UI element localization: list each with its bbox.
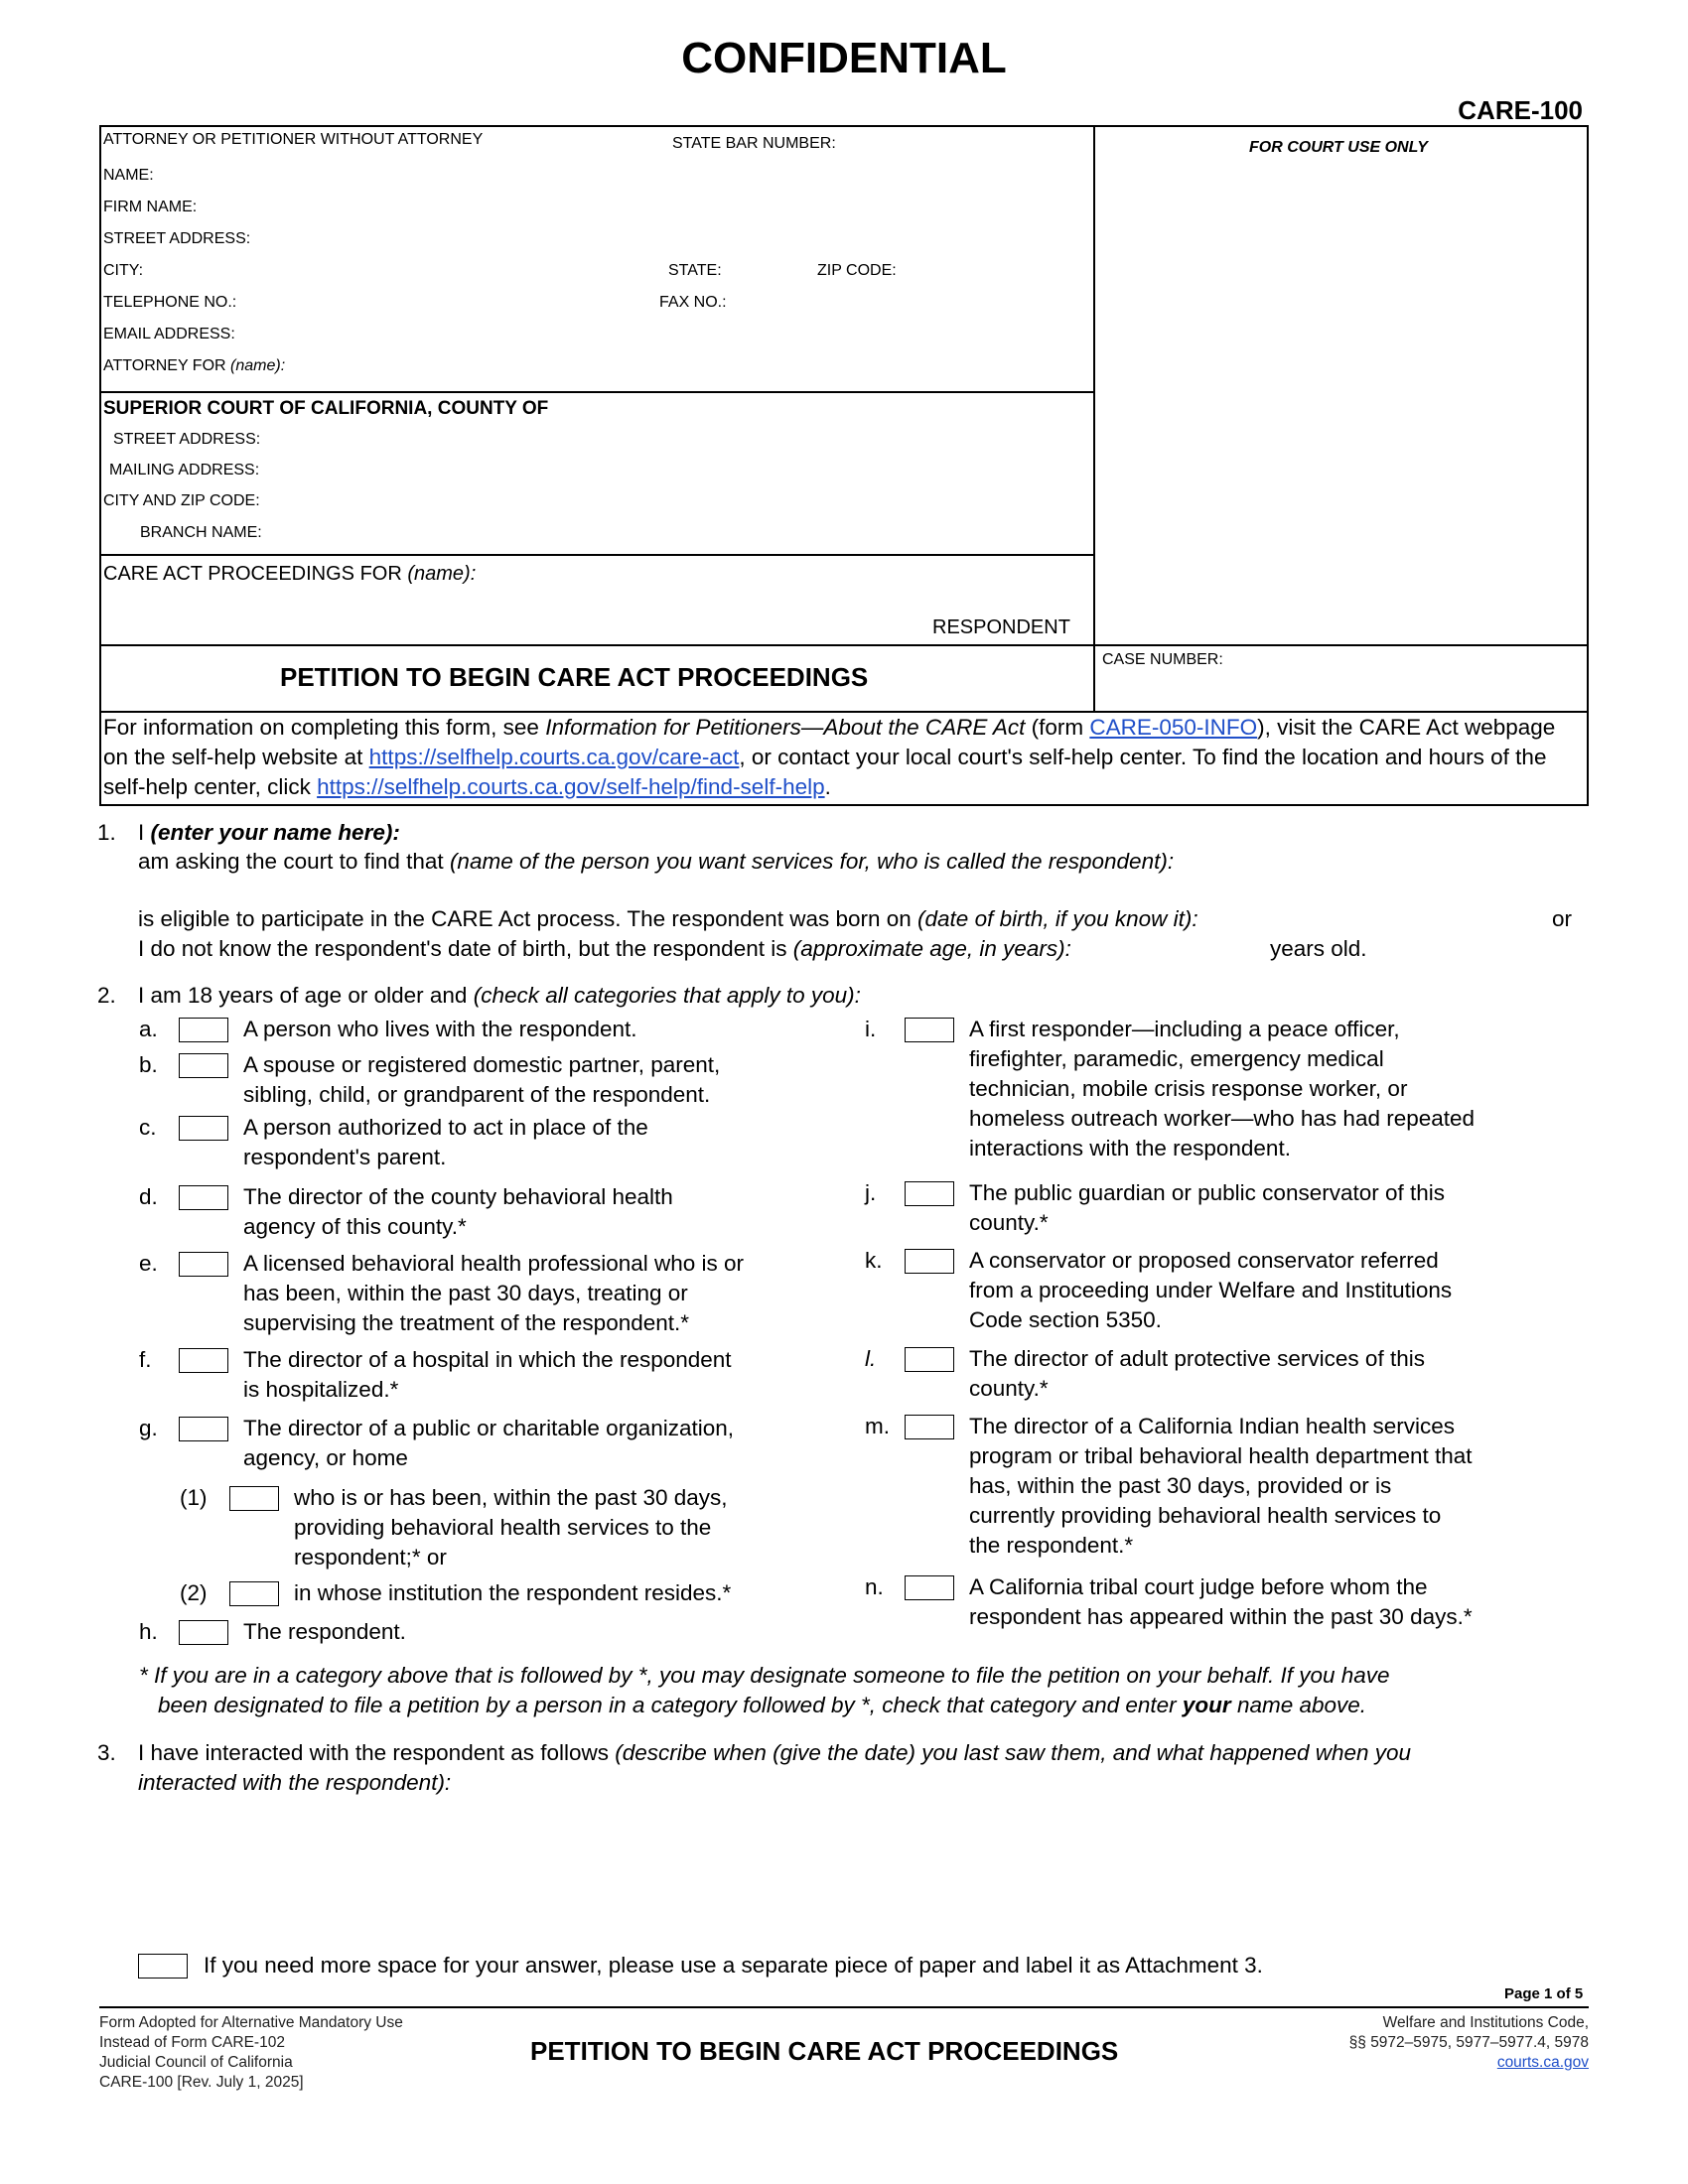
category-k-line: from a proceeding under Welfare and Institutions	[969, 1278, 1453, 1302]
category-k-text	[969, 1246, 1452, 1335]
category-l-letter: l.	[865, 1346, 877, 1371]
category-g-text	[243, 1414, 734, 1473]
category-m-line: The director of a California Indian health services	[969, 1414, 1456, 1438]
category-a-checkbox[interactable]	[179, 1018, 228, 1042]
category-e-text	[243, 1249, 744, 1338]
caption-left-border	[99, 125, 101, 805]
category-d-letter: d.	[139, 1184, 158, 1209]
category-b-letter: b.	[139, 1052, 158, 1077]
care-proceedings-name-hint: (name):	[407, 563, 477, 585]
item2-intro-text: I am 18 years of age or older and	[138, 983, 474, 1008]
item3-line1-text: I have interacted with the respondent as follows	[138, 1740, 616, 1765]
footer-divider	[99, 2006, 1589, 2008]
city-label[interactable]: CITY:	[103, 262, 144, 279]
category-d-line: agency of this county.*	[243, 1214, 467, 1239]
category-i-line: interactions with the respondent.	[969, 1136, 1291, 1160]
category-c-text	[243, 1113, 648, 1172]
category-e-line: A licensed behavioral health professional who is or	[243, 1251, 745, 1276]
item1-line1-text: I	[138, 820, 151, 845]
category-m-line: program or tribal behavioral health department that	[969, 1443, 1473, 1468]
category-i-line: homeless outreach worker—who has had repeated	[969, 1106, 1476, 1131]
item1-line4[interactable]	[138, 934, 1071, 964]
info-text-3: (form	[1025, 715, 1090, 740]
category-n-checkbox[interactable]	[905, 1575, 954, 1600]
state-label[interactable]: STATE:	[668, 262, 722, 279]
item3-line1[interactable]	[138, 1738, 1411, 1768]
care-050-info-link[interactable]: CARE-050-INFO	[1089, 715, 1258, 740]
attorney-section-divider	[99, 391, 1095, 393]
category-b-checkbox[interactable]	[179, 1053, 228, 1078]
street-address-label[interactable]: STREET ADDRESS:	[103, 230, 251, 247]
item1-line1-hint: (enter your name here):	[150, 820, 400, 845]
category-f-letter: f.	[139, 1347, 152, 1372]
category-g1-line: who is or has been, within the past 30 days,	[294, 1485, 728, 1510]
caption-middle-divider	[1093, 125, 1095, 711]
category-g1-text	[294, 1483, 728, 1572]
footer-sections-line: §§ 5972–5975, 5977–5977.4, 5978	[1348, 2034, 1589, 2051]
category-g2-checkbox[interactable]	[229, 1581, 279, 1606]
category-k-letter: k.	[865, 1248, 883, 1273]
category-j-line: county.*	[969, 1210, 1049, 1235]
category-e-checkbox[interactable]	[179, 1252, 228, 1277]
page-number: Page 1 of 5	[1504, 1985, 1584, 2002]
category-a-text	[243, 1015, 637, 1044]
category-g-line: The director of a public or charitable organization,	[243, 1416, 735, 1440]
category-b-line: A spouse or registered domestic partner, parent,	[243, 1052, 721, 1077]
category-k-checkbox[interactable]	[905, 1249, 954, 1274]
find-self-help-link[interactable]: https://selfhelp.courts.ca.gov/self-help/find-self-help	[317, 774, 825, 799]
category-c-line: respondent's parent.	[243, 1145, 447, 1169]
info-text-2: Information for Petitioners—About the CARE Act	[545, 715, 1026, 740]
category-l-text	[969, 1344, 1425, 1404]
category-d-checkbox[interactable]	[179, 1185, 228, 1210]
item1-or: or	[1552, 906, 1573, 931]
footer-left-line: Instead of Form CARE-102	[99, 2034, 285, 2051]
category-g2-line: in whose institution the respondent resides.*	[294, 1580, 732, 1605]
category-n-line: respondent has appeared within the past 30 days.*	[969, 1604, 1473, 1629]
category-a-letter: a.	[139, 1017, 158, 1041]
category-g2-letter: (2)	[180, 1580, 208, 1605]
court-use-label: FOR COURT USE ONLY	[1249, 139, 1428, 156]
designation-note-line1: * If you are in a category above that is followed by *, you may designate someone to file the petition on your behalf. If you have	[139, 1663, 1390, 1688]
telephone-label[interactable]: TELEPHONE NO.:	[103, 294, 237, 311]
category-j-checkbox[interactable]	[905, 1181, 954, 1206]
category-h-checkbox[interactable]	[179, 1620, 228, 1645]
category-j-text	[969, 1178, 1445, 1238]
category-e-line: has been, within the past 30 days, treating or	[243, 1281, 688, 1305]
designation-note-text: been designated to file a petition by a person in a category followed by *, check that category and enter	[158, 1693, 1183, 1717]
court-section-divider	[99, 554, 1095, 556]
care-proceedings-text: CARE ACT PROCEEDINGS FOR	[103, 563, 402, 585]
attorney-for-label[interactable]	[103, 357, 285, 375]
category-e-line: supervising the treatment of the respondent.*	[243, 1310, 690, 1335]
category-e-letter: e.	[139, 1251, 158, 1276]
item1-line4-hint: (approximate age, in years):	[792, 936, 1071, 961]
attorney-for-name-hint: (name):	[230, 357, 286, 374]
category-h-text	[243, 1617, 406, 1647]
item1-line2[interactable]	[138, 847, 1174, 877]
item1-line4-text: I do not know the respondent's date of birth, but the respondent is	[138, 936, 793, 961]
category-i-letter: i.	[865, 1017, 877, 1041]
info-paragraph	[103, 713, 1583, 802]
court-cityzip-label[interactable]: CITY AND ZIP CODE:	[103, 492, 260, 509]
caption-top-border	[99, 125, 1589, 127]
category-n-text	[969, 1572, 1473, 1632]
footer-left-line: Form Adopted for Alternative Mandatory Use	[99, 2014, 403, 2031]
item1-line3[interactable]	[138, 904, 1198, 934]
category-g1-line: providing behavioral health services to the	[294, 1515, 712, 1540]
court-mailing-label[interactable]: MAILING ADDRESS:	[109, 462, 260, 478]
category-i-checkbox[interactable]	[905, 1018, 954, 1042]
designation-note-end: name above.	[1230, 1693, 1367, 1717]
attachment-3-checkbox[interactable]	[138, 1954, 188, 1979]
court-title: SUPERIOR COURT OF CALIFORNIA, COUNTY OF	[103, 398, 549, 419]
footer-left	[99, 2013, 403, 2093]
item1-line1[interactable]	[138, 818, 400, 848]
category-d-text	[243, 1182, 673, 1242]
attachment-3-text: If you need more space for your answer, please use a separate piece of paper and label it as Attachment 3.	[204, 1953, 1263, 1978]
category-f-line: is hospitalized.*	[243, 1377, 399, 1402]
category-i-text	[969, 1015, 1475, 1163]
attorney-heading: ATTORNEY OR PETITIONER WITHOUT ATTORNEY	[103, 131, 484, 148]
court-street-label[interactable]: STREET ADDRESS:	[113, 431, 261, 448]
footer-right	[1349, 2013, 1589, 2073]
category-g1-letter: (1)	[180, 1485, 208, 1510]
caption-right-border	[1587, 125, 1589, 805]
category-f-checkbox[interactable]	[179, 1348, 228, 1373]
zip-code-label[interactable]: ZIP CODE:	[817, 262, 897, 279]
category-h-line: The respondent.	[243, 1619, 406, 1644]
item3-number: 3.	[97, 1740, 116, 1765]
category-i-line: firefighter, paramedic, emergency medical	[969, 1046, 1384, 1071]
category-g1-line: respondent;* or	[294, 1545, 447, 1570]
category-a-line: A person who lives with the respondent.	[243, 1017, 637, 1041]
category-g1-checkbox[interactable]	[229, 1486, 279, 1511]
category-l-line: The director of adult protective services of this	[969, 1346, 1425, 1371]
attorney-for-text: ATTORNEY FOR	[103, 357, 226, 374]
category-g-checkbox[interactable]	[179, 1417, 228, 1441]
category-f-line: The director of a hospital in which the respondent	[243, 1347, 732, 1372]
item1-number: 1.	[97, 820, 116, 845]
category-m-text	[969, 1412, 1473, 1561]
item1-years-old: years old.	[1270, 936, 1367, 961]
info-text-6: .	[824, 774, 831, 799]
form-number: CARE-100	[1458, 95, 1583, 125]
info-box-bottom	[99, 804, 1589, 806]
confidential-heading: CONFIDENTIAL	[681, 34, 1007, 82]
category-g-line: agency, or home	[243, 1445, 408, 1470]
state-bar-label: STATE BAR NUMBER:	[672, 135, 836, 152]
parties-section-divider	[99, 644, 1589, 646]
category-b-text	[243, 1050, 720, 1110]
info-text-1: For information on completing this form, see	[103, 715, 546, 740]
category-l-checkbox[interactable]	[905, 1347, 954, 1372]
footer-left-line: CARE-100 [Rev. July 1, 2025]	[99, 2074, 304, 2091]
care-proceedings-for-label[interactable]	[103, 563, 476, 586]
item1-line3-text: is eligible to participate in the CARE Act process. The respondent was born on	[138, 906, 918, 931]
category-m-line: has, within the past 30 days, provided or is	[969, 1473, 1392, 1498]
item2-number: 2.	[97, 983, 116, 1008]
category-f-text	[243, 1345, 732, 1405]
email-label[interactable]: EMAIL ADDRESS:	[103, 326, 235, 342]
item3-line1-hint: (describe when (give the date) you last saw them, and what happened when you	[615, 1740, 1412, 1765]
care-act-link[interactable]: https://selfhelp.courts.ca.gov/care-act	[368, 745, 740, 769]
designation-note-emphasis: your	[1182, 1693, 1231, 1717]
category-g2-text	[294, 1578, 731, 1608]
category-c-checkbox[interactable]	[179, 1116, 228, 1141]
courts-ca-gov-link[interactable]: courts.ca.gov	[1496, 2054, 1589, 2071]
item2-intro-hint: (check all categories that apply to you):	[473, 983, 861, 1008]
category-c-letter: c.	[139, 1115, 157, 1140]
category-i-line: A first responder—including a peace officer,	[969, 1017, 1400, 1041]
case-number-label[interactable]: CASE NUMBER:	[1102, 651, 1223, 668]
category-c-line: A person authorized to act in place of the	[243, 1115, 648, 1140]
info-text-4: ), visit the CARE Act webpage on the self-help website at	[103, 715, 1556, 769]
footer-left-line: Judicial Council of California	[99, 2054, 293, 2071]
category-m-checkbox[interactable]	[905, 1415, 954, 1439]
category-m-line: currently providing behavioral health services to	[969, 1503, 1442, 1528]
category-k-line: Code section 5350.	[969, 1307, 1162, 1332]
category-d-line: The director of the county behavioral health	[243, 1184, 673, 1209]
court-branch-label[interactable]: BRANCH NAME:	[140, 524, 262, 541]
category-g-letter: g.	[139, 1416, 158, 1440]
item3-line2: interacted with the respondent):	[138, 1770, 452, 1795]
category-h-letter: h.	[139, 1619, 158, 1644]
designation-note-line2	[158, 1691, 1366, 1720]
category-l-line: county.*	[969, 1376, 1049, 1401]
name-label[interactable]: NAME:	[103, 167, 154, 184]
category-m-line: the respondent.*	[969, 1533, 1134, 1558]
form-title: PETITION TO BEGIN CARE ACT PROCEEDINGS	[280, 662, 869, 692]
item1-line2-hint: (name of the person you want services for, who is called the respondent):	[449, 849, 1175, 874]
category-n-line: A California tribal court judge before whom the	[969, 1574, 1428, 1599]
fax-label[interactable]: FAX NO.:	[659, 294, 727, 311]
item1-line3-hint: (date of birth, if you know it):	[917, 906, 1198, 931]
category-i-line: technician, mobile crisis response worker, or	[969, 1076, 1408, 1101]
category-n-letter: n.	[865, 1574, 884, 1599]
footer-code-line: Welfare and Institutions Code,	[1382, 2014, 1589, 2031]
item2-intro	[138, 981, 861, 1011]
footer-title: PETITION TO BEGIN CARE ACT PROCEEDINGS	[530, 2036, 1119, 2066]
category-m-letter: m.	[865, 1414, 890, 1438]
category-j-line: The public guardian or public conservator of this	[969, 1180, 1446, 1205]
firm-name-label[interactable]: FIRM NAME:	[103, 199, 198, 215]
item1-line2-text: am asking the court to find that	[138, 849, 450, 874]
category-j-letter: j.	[865, 1180, 877, 1205]
respondent-label: RESPONDENT	[932, 616, 1070, 638]
info-text-5: , or contact your local court's self-help center. To find the location and hours of the self-help center, click	[103, 745, 1547, 799]
category-k-line: A conservator or proposed conservator referred	[969, 1248, 1439, 1273]
category-b-line: sibling, child, or grandparent of the respondent.	[243, 1082, 711, 1107]
